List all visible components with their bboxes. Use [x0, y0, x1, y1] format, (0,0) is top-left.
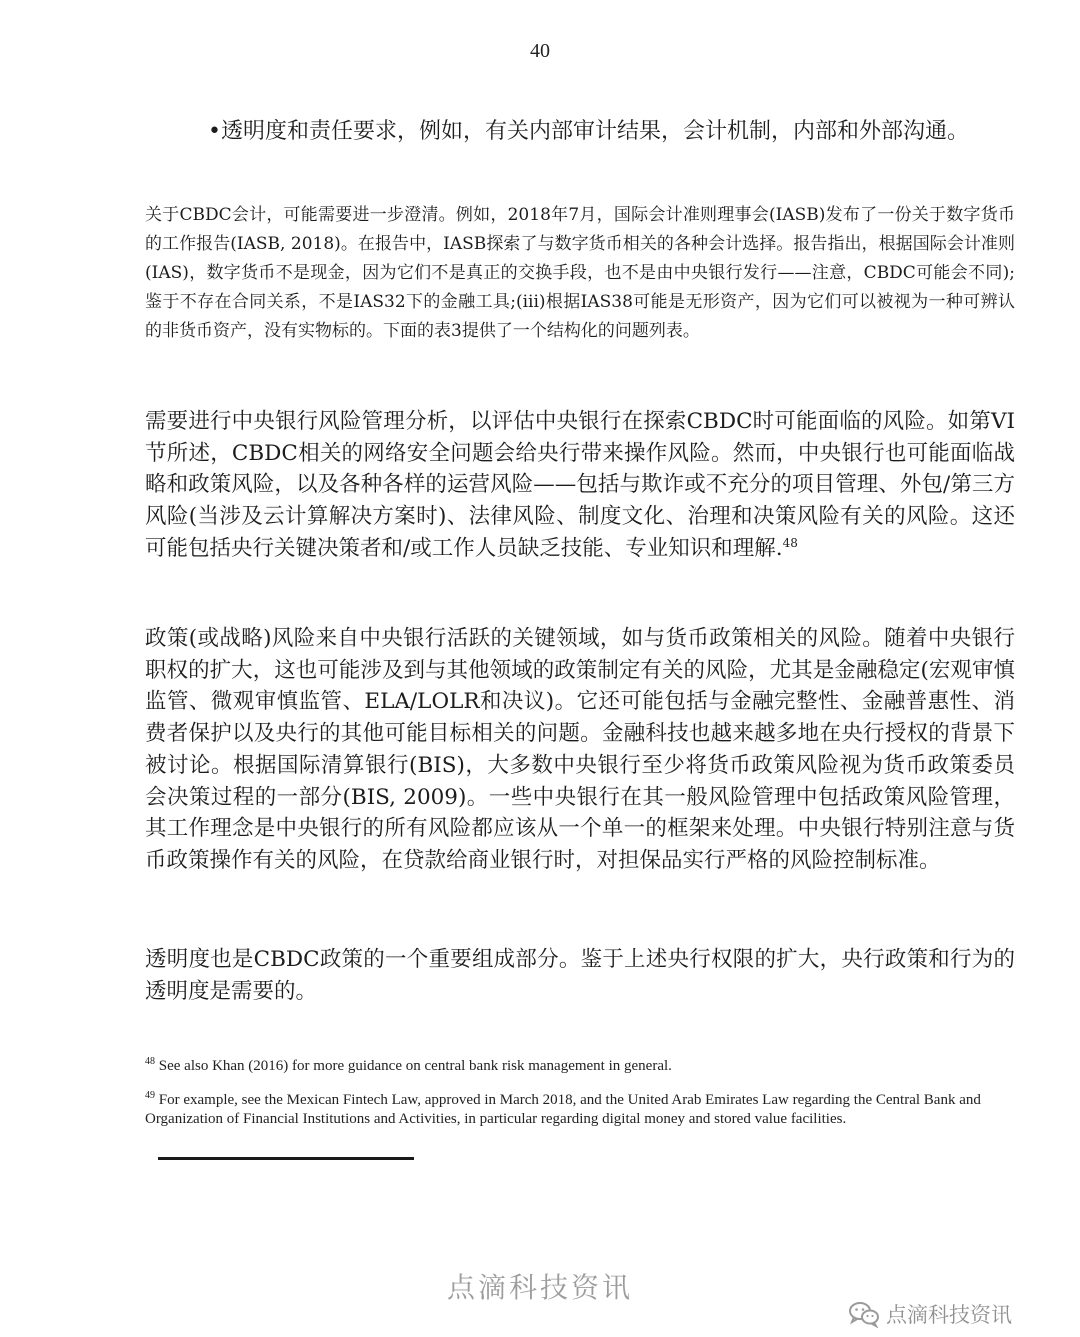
paragraph-risk-management-text: 需要进行中央银行风险管理分析，以评估中央银行在探索CBDC时可能面临的风险。如第VI节所述，CBDC相关的网络安全问题会给央行带来操作风险。然而，中央银行也可能面临战略和政策风险，以及各种各样的运营风险——包括与欺诈或不充分的项目管理、外包/第三方风险(当涉及云计算解决方案时)、法律风险、制度文化、治理和决策风险有关的风险。这还可能包括央行关键决策者和/或工作人员缺乏技能、专业知识和理解.: [145, 409, 1015, 561]
paragraph-risk-management: [145, 406, 1015, 565]
page-number: 40: [530, 40, 550, 62]
footnote-49: [145, 1086, 1015, 1129]
paragraph-cbdc-accounting: 关于CBDC会计，可能需要进一步澄清。例如，2018年7月，国际会计准则理事会(IASB)发布了一份关于数字货币的工作报告(IASB, 2018)。在报告中，IASB探索了与数字货币相关的各种会计选择。报告指出，根据国际会计准则(IAS)，数字货币不是现金，因为它们不是真正的交换手段，也不是由中央银行发行——注意，CBDC可能会不同);鉴于不存在合同关系，不是IAS32下的金融工具;(iii)根据IAS38可能是无形资产，因为它们可以被视为一种可辨认的非货币资产，没有实物标的。下面的表3提供了一个结构化的问题列表。: [145, 205, 1015, 341]
footnote-text: See also Khan (2016) for more guidance on central bank risk management in general.: [158, 1058, 672, 1074]
footnote-ref-48: 48: [782, 535, 798, 550]
footnote-text: For example, see the Mexican Fintech Law, approved in March 2018, and the United Arab Emirates Law regarding the Central Bank and Organization of Financial Institutions and Activities, in particular regarding digital money and stored value facilities.: [145, 1092, 981, 1127]
bullet-item: •透明度和责任要求，例如，有关内部审计结果，会计机制，内部和外部沟通。: [208, 119, 969, 144]
paragraph-transparency: 透明度也是CBDC政策的一个重要组成部分。鉴于上述央行权限的扩大，央行政策和行为的透明度是需要的。: [145, 947, 1015, 1004]
footnote-number: 48: [145, 1056, 155, 1067]
wechat-label: 点滴科技资讯: [886, 1303, 1012, 1327]
footnotes: [145, 1052, 1015, 1139]
footer-brand: 点滴科技资讯: [446, 1271, 633, 1304]
wechat-icon: [848, 1300, 880, 1328]
footnote-number: 49: [145, 1090, 155, 1101]
footnote-rule: [158, 1157, 414, 1160]
paragraph-policy-risk: 政策(或战略)风险来自中央银行活跃的关键领域，如与货币政策相关的风险。随着中央银行职权的扩大，这也可能涉及到与其他领域的政策制定有关的风险，尤其是金融稳定(宏观审慎监管、微观审慎监管、ELA/LOLR和决议)。它还可能包括与金融完整性、金融普惠性、消费者保护以及央行的其他可能目标相关的问题。金融科技也越来越多地在央行授权的背景下被讨论。根据国际清算银行(BIS)，大多数中央银行至少将货币政策风险视为货币政策委员会决策过程的一部分(BIS, 2009)。一些中央银行在其一般风险管理中包括政策风险管理，其工作理念是中央银行的所有风险都应该从一个单一的框架来处理。中央银行特别注意与货币政策操作有关的风险，在贷款给商业银行时，对担保品实行严格的风险控制标准。: [145, 626, 1015, 873]
footnote-48: [145, 1052, 1015, 1076]
wechat-watermark: [848, 1298, 1073, 1330]
